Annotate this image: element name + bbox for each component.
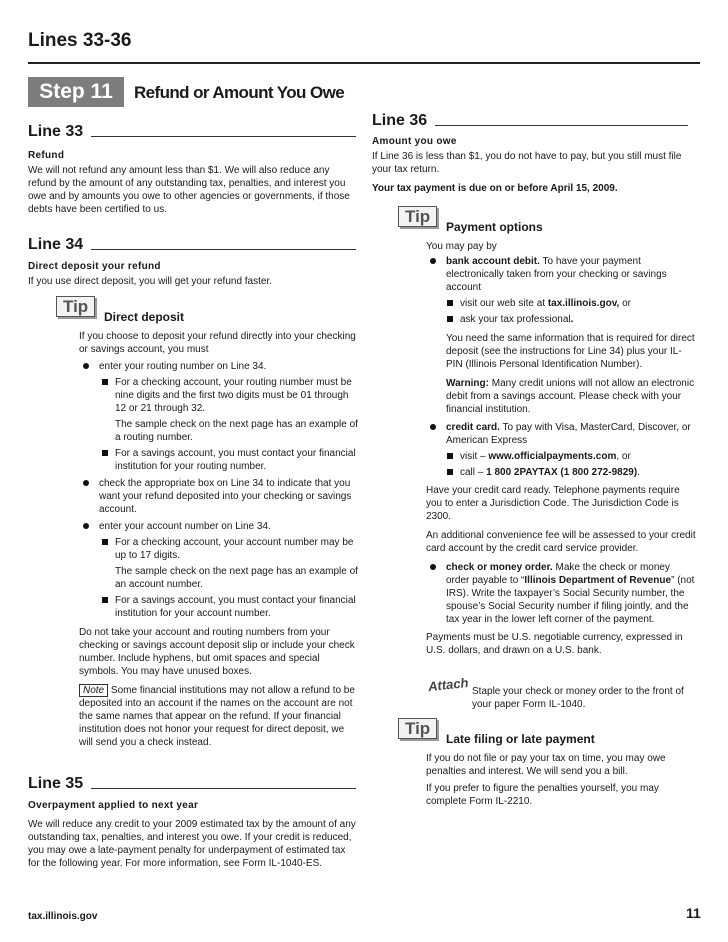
line-33-section	[28, 123, 356, 216]
list-item: visit – www.officialpayments.com, or	[446, 450, 696, 463]
footer-site: tax.illinois.gov	[28, 911, 98, 922]
line-34-subheading: Direct deposit your refund	[28, 261, 161, 272]
direct-deposit-tip-title: Direct deposit	[104, 310, 185, 324]
tip-icon: Tip	[398, 206, 437, 227]
page-header-title: Lines 33-36	[28, 30, 132, 51]
tip-icon: Tip	[398, 718, 437, 739]
list-item: visit our web site at tax.illinois.gov, or	[446, 297, 696, 310]
account-example-text: The sample check on the next page has an example of an account number.	[115, 566, 358, 590]
line-34-section	[28, 236, 356, 288]
late-filing-tip-title: Late filing or late payment	[446, 732, 595, 746]
payment-options-tip-title: Payment options	[446, 220, 543, 234]
page-number: 11	[686, 905, 701, 921]
list-item: credit card. To pay with Visa, MasterCard, Discover, or American Express	[426, 421, 696, 447]
debit-info-text: You need the same information that is required for direct deposit (see the instructions for Line 34) plus your IL-PIN (Illinois Personal Identification Number).	[446, 333, 695, 370]
direct-deposit-intro: If you choose to deposit your refund directly into your checking or savings account, you must	[79, 331, 356, 355]
late-text-2: If you prefer to figure the penalties yourself, you may complete Form IL-2210.	[426, 783, 659, 807]
line-34-text: If you use direct deposit, you will get your refund faster.	[28, 276, 273, 287]
line-35-text: We will reduce any credit to your 2009 estimated tax by the amount of any outstanding tax, penalties, and interest you owe. If your credit is reduced, you may owe a late-payment penalty for underpayment of estimated tax for the following year. For more information, see Form IL-1040-ES.	[28, 819, 356, 869]
list-item: For a checking account, your account number may be up to 17 digits.	[101, 536, 359, 562]
line-35-section	[28, 775, 356, 870]
step-title: Refund or Amount You Owe	[134, 83, 345, 102]
line-36-text: If Line 36 is less than $1, you do not have to pay, but you still must file your tax return.	[372, 151, 682, 175]
list-item: enter your account number on Line 34.	[79, 520, 359, 533]
note-icon: Note	[79, 684, 108, 697]
line-34-heading: Line 34	[28, 236, 356, 254]
may-pay-text: You may pay by	[426, 241, 497, 252]
attach-text: Staple your check or money order to the front of your paper Form IL-1040.	[472, 686, 684, 710]
line-33-heading: Line 33	[28, 123, 356, 141]
list-item: check or money order. Make the check or money order payable to “Illinois Department of Revenue” (not IRS). Write the taxpayer’s Social Security number, the spouse’s Social Security number if filing jointly, and the tax year in the lower left corner of the payment.	[426, 561, 696, 626]
list-item: check the appropriate box on Line 34 to indicate that you want your refund deposited into your checking or savings account.	[79, 477, 359, 516]
form-il-1040-es-reference: see Form IL-1040-ES.	[223, 858, 323, 869]
list-item: call – 1 800 2PAYTAX (1 800 272-9829).	[446, 466, 696, 479]
line-36-heading: Line 36	[372, 112, 688, 130]
header-rule	[28, 62, 700, 64]
payment-due-text: Your tax payment is due on or before April 15, 2009.	[372, 183, 618, 194]
card-ready-text: Have your credit card ready. Telephone payments require you to enter a Jurisdiction Code. The Jurisdiction Code is 2300.	[426, 485, 680, 522]
line-33-text: We will not refund any amount less than $1. We will also reduce any refund by the amount of any outstanding tax, penalties, and interest you owe and by amounts you owe to other agencies or governments, if those debts have been certified to us.	[28, 165, 350, 215]
list-item: bank account debit. To have your payment electronically taken from your checking or savings account	[426, 255, 696, 294]
direct-deposit-closing: Do not take your account and routing numbers from your checking or savings account deposit slip or include your check number. Include hyphens, but omit spaces and special symbols. You may have unused boxes.	[79, 627, 355, 677]
late-text-1: If you do not file or pay your tax on time, you may owe penalties and interest. We will send you a bill.	[426, 753, 666, 777]
tip-icon: Tip	[56, 296, 95, 317]
warning-text: Warning: Many credit unions will not allow an electronic debit from a savings account. Please check with your financial institution.	[446, 378, 695, 415]
list-item: For a savings account, you must contact your financial institution for your routing number.	[101, 447, 359, 473]
attach-icon: Attach	[427, 674, 470, 695]
line-35-subheading: Overpayment applied to next year	[28, 800, 199, 811]
line-36-section	[372, 112, 688, 195]
routing-example-text: The sample check on the next page has an example of a routing number.	[115, 419, 358, 443]
direct-deposit-tip-body	[79, 330, 359, 749]
list-item: ask your tax professional.	[446, 313, 696, 326]
list-item: enter your routing number on Line 34.	[79, 360, 359, 373]
late-filing-body	[426, 752, 680, 808]
convenience-fee-text: An additional convenience fee will be assessed to your credit card account by the credit card service provider.	[426, 530, 696, 554]
currency-text: Payments must be U.S. negotiable currency, expressed in U.S. dollars, and drawn on a U.S. bank.	[426, 632, 683, 656]
line-33-subheading: Refund	[28, 150, 65, 161]
line-36-subheading: Amount you owe	[372, 136, 457, 147]
list-item: For a checking account, your routing number must be nine digits and the first two digits must be 01 through 12 or 21 through 32.	[101, 376, 359, 415]
step-badge: Step 11	[28, 77, 124, 107]
payment-options-body	[426, 240, 696, 657]
line-35-heading: Line 35	[28, 775, 356, 793]
list-item: For a savings account, you must contact your financial institution for your account number.	[101, 594, 359, 620]
note-paragraph: Note Some financial institutions may not allow a refund to be deposited into an account if the names on the account are not the same names that appear on the refund. If your financial institution does not honor your request for direct deposit, we will send you a check instead.	[79, 685, 355, 748]
